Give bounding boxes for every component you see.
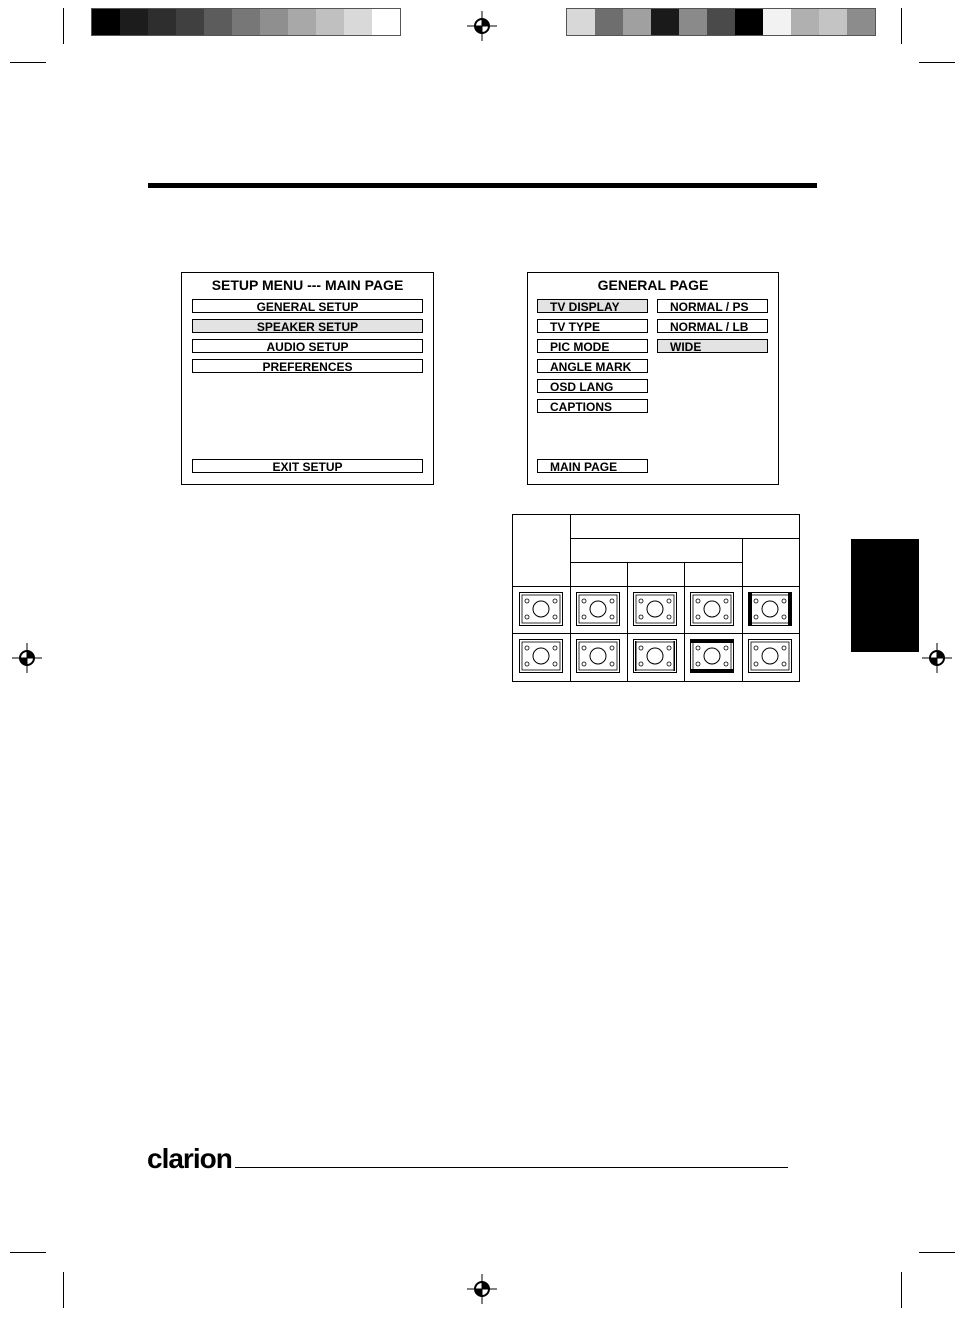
color-swatch [791, 9, 819, 35]
tv-screen-icon [576, 592, 620, 626]
table-rule [570, 515, 571, 681]
tv-screen-icon [690, 639, 734, 673]
table-rule [570, 562, 742, 563]
tv-display-button[interactable]: TV DISPLAY [537, 299, 648, 313]
clarion-logo: clarion [147, 1143, 232, 1174]
normal-ps-option[interactable]: NORMAL / PS [657, 299, 768, 313]
general-setup-button[interactable]: GENERAL SETUP [192, 299, 423, 313]
color-swatch [288, 9, 316, 35]
tv-screen-icon [519, 639, 563, 673]
color-bar-right [566, 8, 876, 36]
color-swatch [595, 9, 623, 35]
color-swatch [847, 9, 875, 35]
header-rule [148, 183, 817, 188]
setup-menu-title: SETUP MENU --- MAIN PAGE [211, 277, 404, 293]
pic-mode-button[interactable]: PIC MODE [537, 339, 648, 353]
color-swatch [763, 9, 791, 35]
color-swatch [120, 9, 148, 35]
tv-type-button[interactable]: TV TYPE [537, 319, 648, 333]
normal-lb-option[interactable]: NORMAL / LB [657, 319, 768, 333]
tv-display-table [512, 514, 800, 682]
table-rule [742, 538, 743, 681]
registration-mark-icon [922, 643, 952, 673]
crop-mark [919, 1252, 955, 1253]
preferences-button[interactable]: PREFERENCES [192, 359, 423, 373]
color-swatch [819, 9, 847, 35]
general-page-title: GENERAL PAGE [597, 277, 709, 293]
color-swatch [92, 9, 120, 35]
table-rule [513, 633, 799, 634]
table-rule [570, 538, 799, 539]
color-swatch [735, 9, 763, 35]
color-swatch [204, 9, 232, 35]
color-swatch [148, 9, 176, 35]
color-swatch [176, 9, 204, 35]
tv-screen-icon [748, 639, 792, 673]
tv-screen-icon [633, 592, 677, 626]
color-swatch [623, 9, 651, 35]
angle-mark-button[interactable]: ANGLE MARK [537, 359, 648, 373]
color-swatch [232, 9, 260, 35]
tv-screen-icon [748, 592, 792, 626]
crop-mark [901, 1272, 902, 1308]
captions-button[interactable]: CAPTIONS [537, 399, 648, 413]
color-swatch [316, 9, 344, 35]
tv-screen-icon [690, 592, 734, 626]
osd-lang-button[interactable]: OSD LANG [537, 379, 648, 393]
registration-mark-icon [467, 11, 497, 41]
registration-mark-icon [467, 1274, 497, 1304]
wide-option[interactable]: WIDE [657, 339, 768, 353]
crop-mark [919, 62, 955, 63]
crop-mark [901, 8, 902, 44]
crop-mark [10, 62, 46, 63]
color-swatch [567, 9, 595, 35]
crop-mark [63, 8, 64, 44]
color-swatch [679, 9, 707, 35]
color-swatch [260, 9, 288, 35]
setup-menu-main-page [181, 272, 434, 485]
crop-mark [63, 1272, 64, 1308]
main-page-button[interactable]: MAIN PAGE [537, 459, 648, 473]
speaker-setup-button[interactable]: SPEAKER SETUP [192, 319, 423, 333]
color-swatch [651, 9, 679, 35]
exit-setup-button[interactable]: EXIT SETUP [192, 459, 423, 473]
section-tab [851, 539, 919, 652]
color-bar-left [91, 8, 401, 36]
audio-setup-button[interactable]: AUDIO SETUP [192, 339, 423, 353]
crop-mark [10, 1252, 46, 1253]
general-page-menu [527, 272, 779, 485]
table-rule [627, 562, 628, 681]
table-rule [684, 562, 685, 681]
footer-rule [235, 1167, 788, 1168]
tv-screen-icon [633, 639, 677, 673]
table-rule [513, 586, 799, 587]
tv-screen-icon [576, 639, 620, 673]
color-swatch [707, 9, 735, 35]
registration-mark-icon [12, 643, 42, 673]
color-swatch [344, 9, 372, 35]
color-swatch [372, 9, 400, 35]
tv-screen-icon [519, 592, 563, 626]
